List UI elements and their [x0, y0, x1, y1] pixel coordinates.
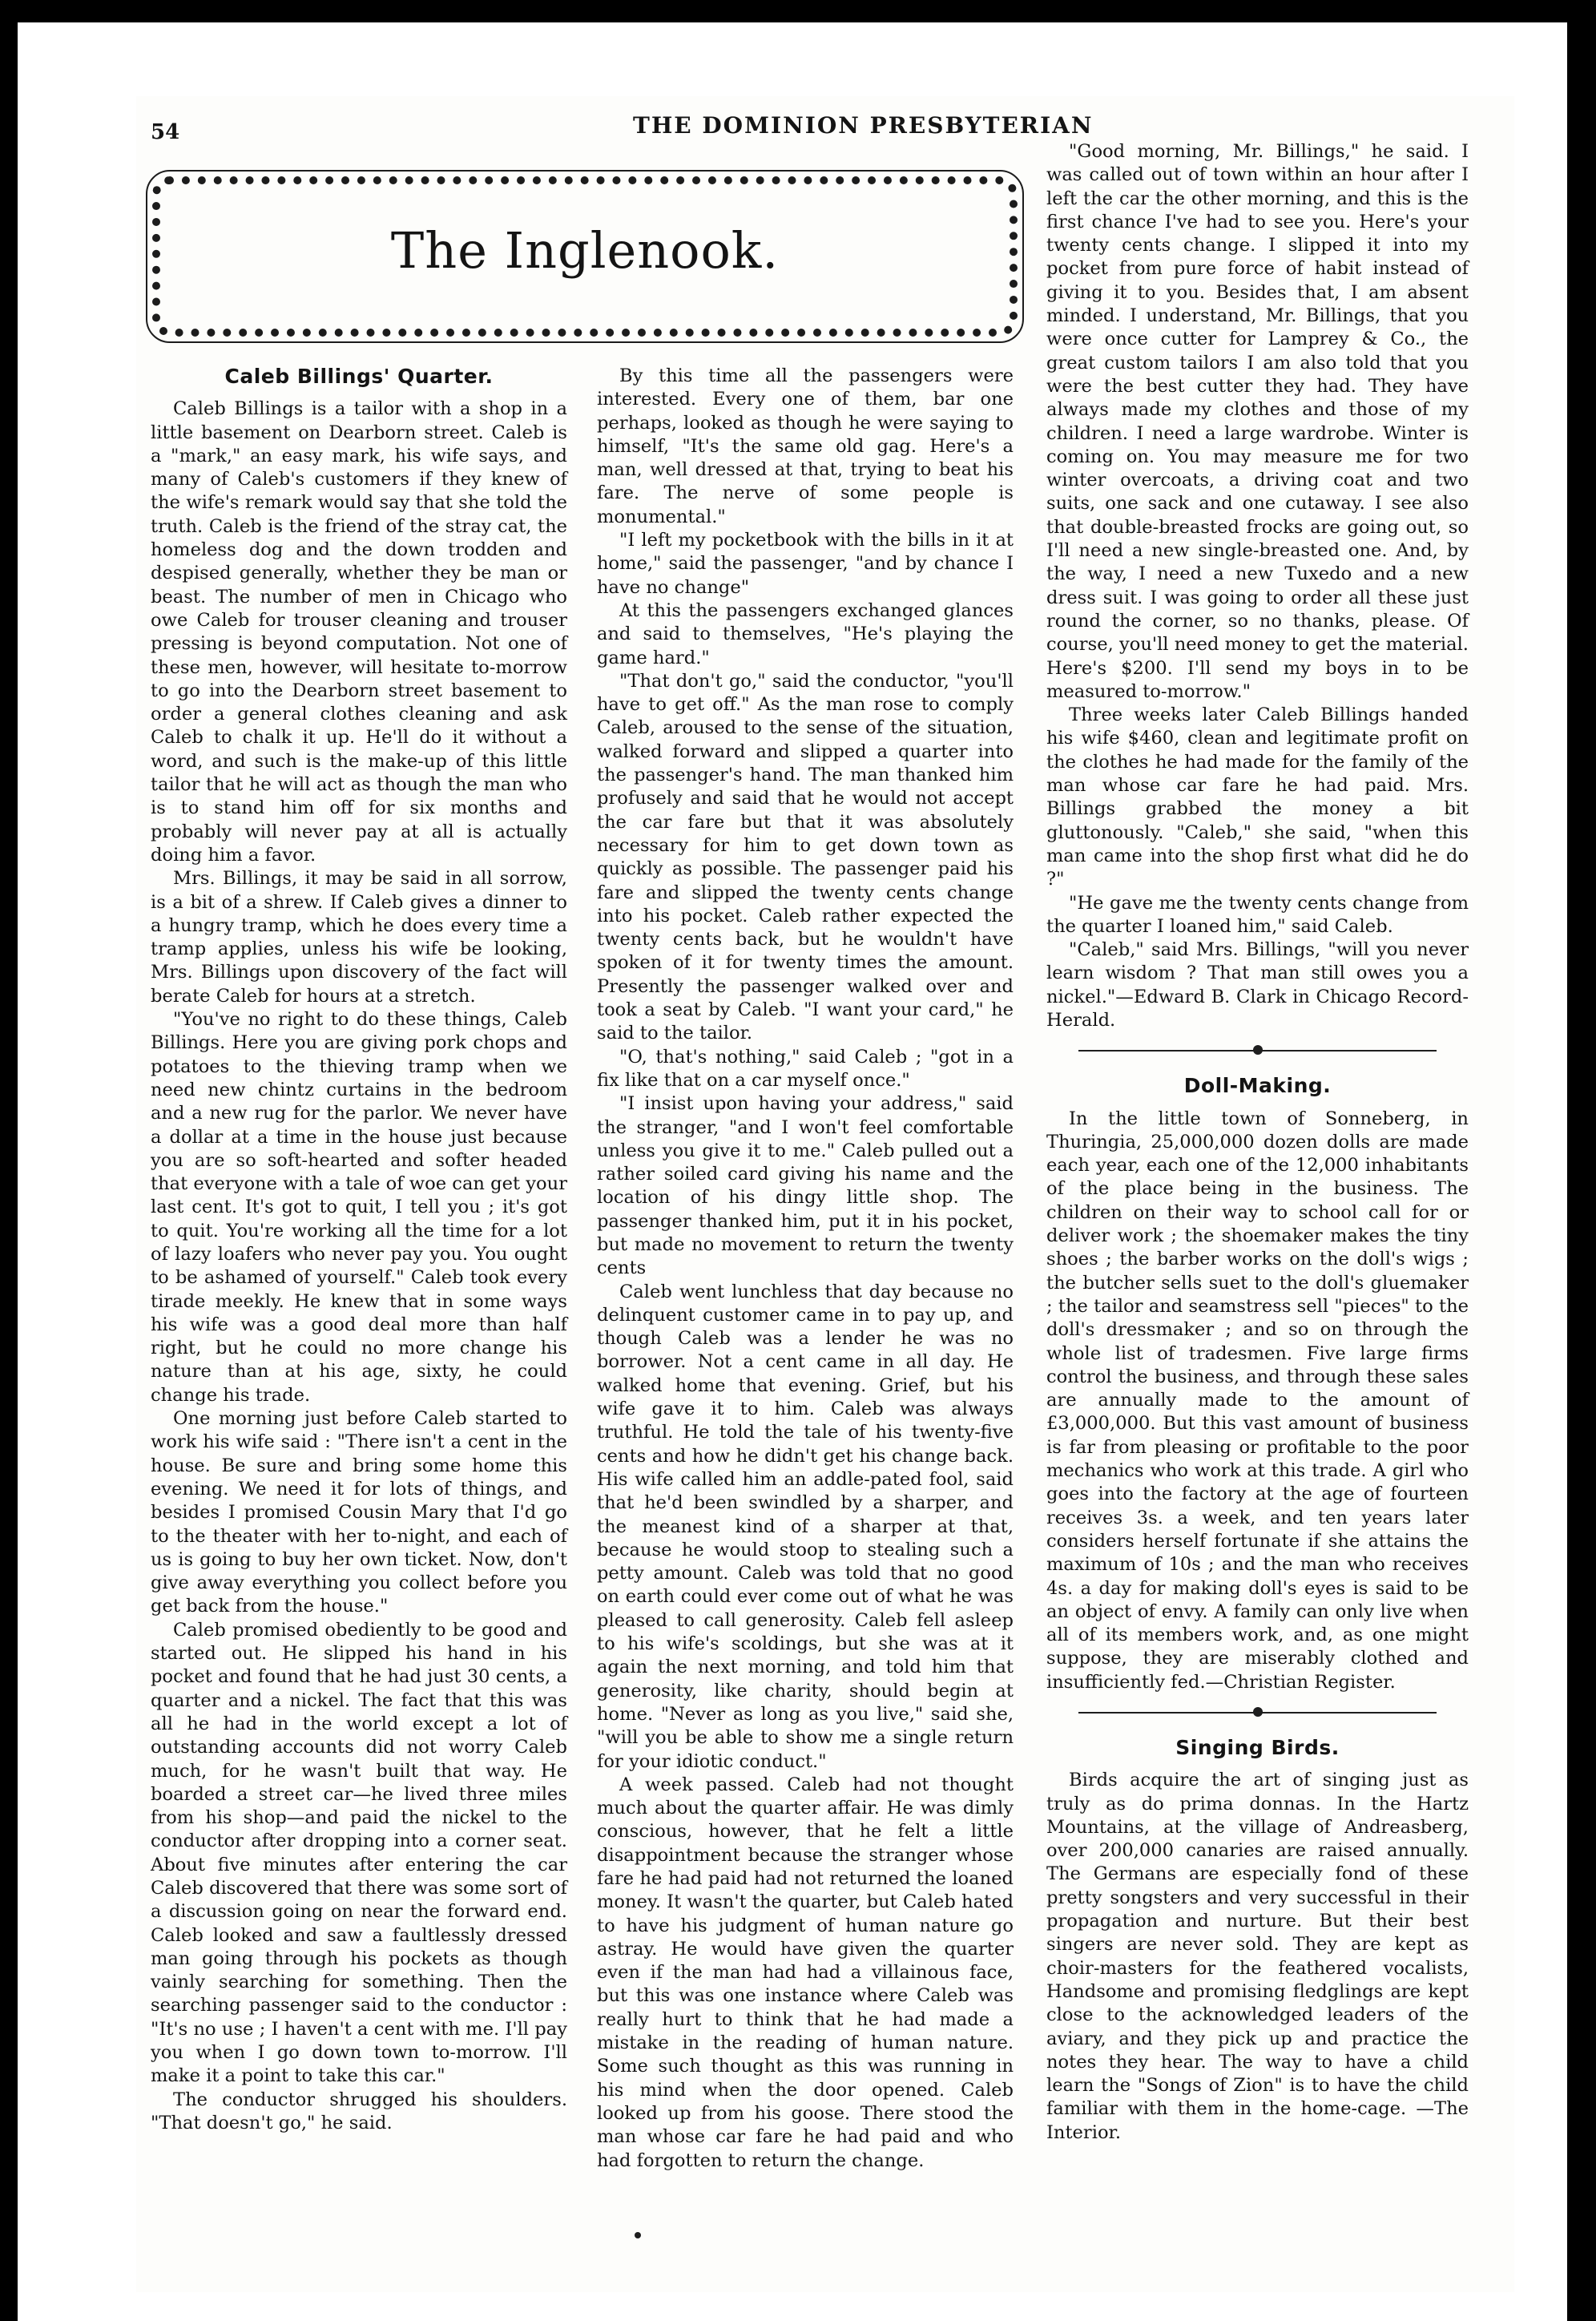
article-title-singing-birds: Singing Birds. — [1175, 1736, 1340, 1759]
section-divider — [1078, 1701, 1437, 1725]
paragraph: "You've no right to do these things, Caleb Billings. Here you are giving pork chops and potatoes to the thieving tramp when we need new chintz curtains in the bedroom and a new rug for the parlor. We never have a dollar at a time in the house just because you are so soft-hearted and softer headed that everyone with a tale of woe can get your last cent. It's got to quit, I tell you ; it's got to quit. You're working all the time for a lot of lazy loafers who never pay you. You ought to be ashamed of yourself." Caleb took every tirade meekly. He knew that in some ways his wife was a good deal more than half right, but he could no more change his nature than at his age, sixty, he could change his trade. — [151, 1009, 567, 1406]
column-2 — [597, 365, 1014, 2173]
page-number: 54 — [151, 120, 180, 144]
paragraph: The conductor shrugged his shoulders. "That doesn't go," he said. — [151, 2089, 567, 2133]
column-1 — [151, 365, 567, 2135]
paragraph: By this time all the passengers were interested. Every one of them, bar one perhaps, looked as though he were saying to himself, "It's the same old gag. Here's a man, well dressed at that, trying to beat his fare. The nerve of some people is monumental." — [597, 365, 1014, 527]
article-title-caleb: Caleb Billings' Quarter. — [224, 365, 494, 388]
paragraph: Mrs. Billings, it may be said in all sorrow, is a bit of a shrew. If Caleb gives a dinner to a hungry tramp, which he does every time a tramp applies, unless his wife be looking, Mrs. Billings upon discovery of the fact will berate Caleb for hours at a stretch. — [151, 868, 567, 1007]
paragraph: At this the passengers exchanged glances and said to themselves, "He's playing the game hard." — [597, 599, 1014, 668]
paragraph: Three weeks later Caleb Billings handed his wife $460, clean and legitimate profit on the clothes he had made for the family of the man whose car fare he had paid. Mrs. Billings grabbed the money a bit gluttonously. "Caleb," she said, "when this man came into the shop first what did he do ?" — [1046, 704, 1469, 890]
paragraph: "He gave me the twenty cents change from the quarter I loaned him," said Caleb. — [1046, 892, 1469, 937]
column-3 — [1046, 140, 1469, 2145]
section-banner — [152, 176, 1018, 337]
article-title-doll-making: Doll-Making. — [1183, 1074, 1332, 1098]
paragraph: "Good morning, Mr. Billings," he said. I was called out of town within an hour after I left the car the other morning, and this is the first chance I've had to see you. Here's your twenty cents change. I slipped it into my pocket from pure force of habit instead of giving it to you. Besides that, I am absent minded. I understand, Mr. Billings, that you were once cutter for Lamprey & Co., the great custom tailors I am also told that you were the best cutter they had. They have always made my clothes and those of my children. I need a large wardrobe. Winter is coming on. You may measure me for two winter overcoats, a driving coat and two suits, one sack and one cutaway. I see also that double-breasted frocks are going out, so I'll need a new single-breasted one. And, by the way, I need a new Tuxedo and a new dress suit. I was going to order all these just round the corner, so no thanks, please. Of course, you'll need money to get the material. Here's $200. I'll send my boys in to be measured to-morrow." — [1046, 141, 1469, 702]
paragraph: "I insist upon having your address," said the stranger, "and I won't feel comfortable unless you give it to me." Caleb pulled out a rather soiled card giving his name and the location of his dingy little shop. The passenger thanked him, put it in his pocket, but made no movement to return the twenty cents — [597, 1093, 1014, 1279]
paragraph: "That don't go," said the conductor, "you'll have to get off." As the man rose to comply Caleb, aroused to the sense of the situation, walked forward and slipped a quarter into the passenger's hand. The man thanked him profusely and said that he would not accept the car fare but that it was absolutely necessary for him to get down town as quickly as possible. The passenger paid his fare and slipped the twenty cents change into his pocket. Caleb rather expected the twenty cents back, but he wouldn't have spoken of it for twenty times the amount. Presently the passenger walked over and took a seat by Caleb. "I want your card," he said to the tailor. — [597, 670, 1014, 1044]
paragraph: Caleb went lunchless that day because no delinquent customer came in to pay up, and though Caleb was a lender he was no borrower. Not a cent came in all day. He walked home that evening. Grief, but his wife gave it to him. Caleb was always truthful. He told the tale of his twenty-five cents and how he didn't get his change back. His wife called him an addle-pated fool, said that he'd been swindled by a sharper, and the meanest kind of a sharper at that, because he would stoop to stealing such a petty amount. Caleb was told that no good on earth could ever come out of what he was pleased to call generosity. Caleb fell asleep to his wife's scoldings, but she was at it again the next morning, and told him that generosity, like charity, should begin at home. "Never as long as you live," said she, "will you be able to show me a single return for your idiotic conduct." — [597, 1281, 1014, 1772]
paragraph: In the little town of Sonneberg, in Thuringia, 25,000,000 dozen dolls are made each year, each one of the 12,000 inhabitants of the place being in the business. The children on their way to school call for or deliver work ; the shoemaker makes the tiny shoes ; the barber works on the doll's wigs ; the butcher sells suet to the doll's gluemaker ; the tailor and seamstress sell "pieces" to the doll's dressmaker ; and so on through the whole list of tradesmen. Five large firms control the business, and through these sales are annually made to the amount of £3,000,000. But this vast amount of business is far from pleasing or profitable to the poor mechanics who work at this trade. A girl who goes into the factory at the age of fourteen receives 3s. a week, and ten years later considers herself fortunate if she attains the maximum of 10s ; and the man who receives 4s. a day for making doll's eyes is said to be an object of envy. A family can only live when all of its members work, and, as one might suppose, they are miserably clothed and insufficiently fed.—Christian Register. — [1046, 1108, 1469, 1693]
print-speck — [635, 2232, 641, 2238]
paragraph: One morning just before Caleb started to work his wife said : "There isn't a cent in the house. Be sure and bring some home this evening. We need it for lots of things, and besides I promised Cousin Mary that I'd go to the theater with her to-night, and each of us is going to buy her own ticket. Now, don't give away everything you collect before you get back from the house." — [151, 1408, 567, 1617]
paragraph: "O, that's nothing," said Caleb ; "got in a fix like that on a car myself once." — [597, 1046, 1014, 1091]
newspaper-page — [136, 96, 1514, 2292]
section-title: The Inglenook. — [390, 221, 780, 280]
running-head: THE DOMINION PRESBYTERIAN — [633, 112, 1094, 139]
paragraph: "Caleb," said Mrs. Billings, "will you never learn wisdom ? That man still owes you a nickel."—Edward B. Clark in Chicago Record-Herald. — [1046, 939, 1469, 1031]
divider-ornament — [1253, 1045, 1263, 1055]
scan-edge-right — [1567, 0, 1596, 2321]
section-divider — [1078, 1039, 1437, 1063]
scan-edge-left — [0, 0, 18, 2321]
paragraph: Birds acquire the art of singing just as truly as do prima donnas. In the Hartz Mountains, at the village of Andreasberg, over 200,000 canaries are raised annually. The Germans are especially fond of these pretty songsters and very successful in their propagation and nurture. But their best singers are never sold. They are kept as choir-masters for the feathered vocalists, Handsome and promising fledglings are kept close to the acknowledged leaders of the aviary, and they pick up and practice the notes they hear. The way to have a child learn the "Songs of Zion" is to have the child familiar with them in the home-cage. —The Interior. — [1046, 1770, 1469, 2143]
paragraph: Caleb Billings is a tailor with a shop in a little basement on Dearborn street. Caleb is a "mark," an easy mark, his wife says, and many of Caleb's customers if they knew of the wife's remark would say that she told the truth. Caleb is the friend of the stray cat, the homeless dog and the down trodden and despised generally, whether they be man or beast. The number of men in Chicago who owe Caleb for trouser cleaning and trouser pressing is beyond computation. Not one of these men, however, will hesitate to-morrow to go into the Dearborn street basement to order a general clothes cleaning and ask Caleb to chalk it up. He'll do it without a word, and such is the make-up of this little tailor that he will act as though the man who is to stand him off for six months and probably will never pay at all is actually doing him a favor. — [151, 398, 567, 866]
paragraph: Caleb promised obediently to be good and started out. He slipped his hand in his pocket and found that he had just 30 cents, a quarter and a nickel. The fact that this was all he had in the world except a lot of outstanding accounts did not worry Caleb much, for he wasn't built that way. He boarded a street car—he lived three miles from his shop—and paid the nickel to the conductor after dropping into a corner seat. About five minutes after entering the car Caleb discovered that there was some sort of a discussion going on near the forward end. Caleb looked and saw a faultlessly dressed man going through his pockets as though vainly searching for something. Then the searching passenger said to the conductor : "It's no use ; I haven't a cent with me. I'll pay you when I go down town to-morrow. I'll make it a point to take this car." — [151, 1619, 567, 2087]
divider-ornament — [1253, 1707, 1263, 1717]
paragraph: "I left my pocketbook with the bills in it at home," said the passenger, "and by chance I have no change" — [597, 530, 1014, 598]
scan-edge-top — [0, 0, 1596, 22]
paragraph: A week passed. Caleb had not thought much about the quarter affair. He was dimly conscious, however, that he felt a little disappointment because the stranger whose fare he had paid had not returned the loaned money. It wasn't the quarter, but Caleb hated to have his judgment of human nature go astray. He would have given the quarter even if the man had had a villainous face, but this was one instance where Caleb was really hurt to think that he had made a mistake in the reading of human nature. Some such thought as this was running in his mind when the door opened. Caleb looked up from his goose. There stood the man whose car fare he had paid and who had forgotten to return the change. — [597, 1774, 1014, 2171]
